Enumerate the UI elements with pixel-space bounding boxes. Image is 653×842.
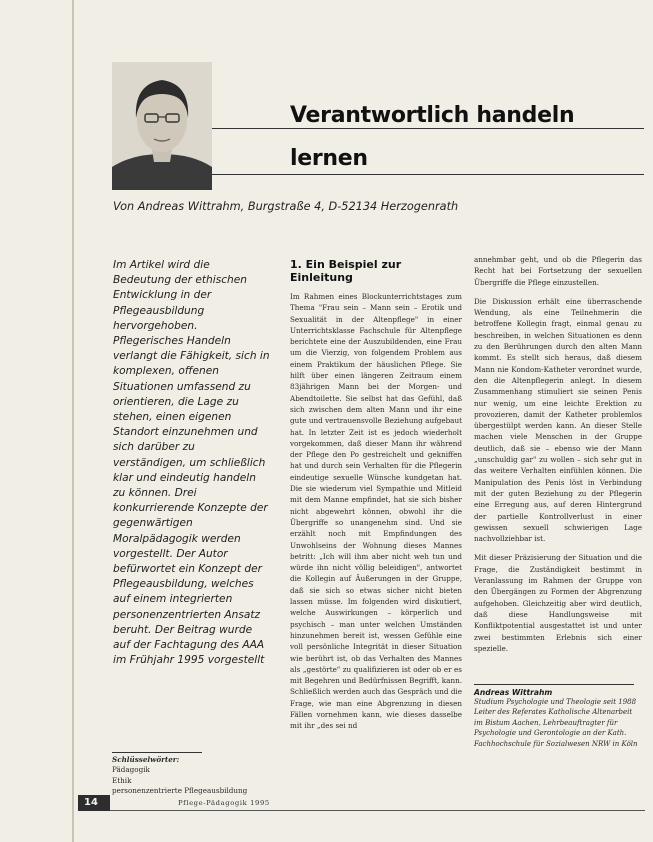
keyword-item: Pädagogik [112,765,150,775]
paragraph-2: Die Diskussion erhält eine überraschende Wendung, als eine Teilnehmerin die betroffene Kollegin fragt, einmal genau zu beschreiben, in welchen Situationen es denn zu den Berührungen durch den alten Mann kommt. Es stellt sich heraus, daß diesem Mann nie Kondom-Katheter verordnet wurde, den die Altenpflegerin anlegt. In diesem Zusammenhang stimuliert sie seinen Penis nur wenig, um eine leichte Erektion zu provozieren, damit der Katheter problemlos übergestülpt werden kann. An dieser Stelle machen viele Menschen in der Gruppe deutlich, daß sie – ebenso wie der Mann „unschuldig gar" zu wollen – sich sehr gut in das weitere Verhalten einfühlen können. Die Manipulation des Penis löst in Verbindung mit der guten Beziehung zu der Pflegerin eine Erregung aus, auf deren Hintergrund der partielle Kontrollverlust in einer gewissen sexuell schwierigen Lage nachvollziehbar ist. [474,296,642,544]
keywords-heading: Schlüsselwörter: [112,755,180,764]
article-title-line2: lernen [290,146,368,171]
keywords-box [112,752,282,797]
title-rule-bottom [212,174,644,175]
title-rule-top [212,128,644,129]
author-bio [474,684,642,749]
paragraph-3: Mit dieser Präzisierung der Situation und die Frage, die Zuständigkeit bestimmt in Veranlassung im Rahmen der Gruppe von den Übergängen zu Formen der Abgrenzung aufgehoben. Gleichzeitig aber wird deutlich, daß diese Handlungsweise mit Konfliktpotential ausgestattet ist und unter zwei bestimmten Erlebnis sich einer spezielle. [474,553,642,653]
footer-rule [110,810,645,811]
bio-text: Studium Psychologie und Theologie seit 1988 Leiter des Referates Katholische Altenarbeit im Bistum Aachen, Lehrbeauftragter für Psychologie und Gerontologie an der Kath. Fachhochschule für Sozialwesen NRW in Köln [474,698,638,748]
section-paragraph: Im Rahmen eines Blockunterrichtstages zum Thema "Frau sein – Mann sein – Erotik und Sexualität in der Altenpflege" in einer Unterrichtsklasse Fachschule für Altenpflege berichtete eine der Auszubildenden, eine Frau um die Vierzig, von folgendem Problem aus einem Praktikum der häuslichen Pflege. Sie hilft über einen längeren Zeitraum einem 83jährigen Mann bei der Morgen- und Abendtoilette. Sie selbst hat das Gefühl, daß sich zwischen dem alten Mann und ihr eine gute und vertrauensvolle Beziehung aufgebaut hat. In letzter Zeit ist es jedoch wiederholt vorgekommen, daß dieser Mann ihr während der Pflege den Po gestreichelt und gekniffen hat und durch sein Verhalten für die Pflegerin eindeutige sexuelle Wünsche kundgetan hat. Die sie wiederum viel Sympathie und Mitleid mit dem Manne empfindet, hat sie sich bisher nicht abgewehrt können, obwohl ihr die Übergriffe so unangenehm sind. Und sie erzählt noch mit Empfindungen des Unwohlseins der Wohnung dieses Mannes betritt: „Ich will ihm aber nicht weh tun und würde ihn nicht völlig beleidigen", antwortet die Kollegin auf Äußerungen in der Gruppe, daß sie sich so etwas sicher nicht bieten lassen müsse. Im folgenden wird diskutiert, welche Auswirkungen – körperlich und psychisch – man unter welchen Umständen hinzunehmen bereit ist, wessen Gefühle eine voll persönliche Integrität in dieser Situation wie berührt ist, ob das Verhalten des Mannes als „gestörte" zu qualifizieren ist oder ob er es mit Begehren und Bedürfnissen Begrifft, kann. Schließlich werden auch das Gespräch und die Frage, wie man eine Abgrenzung in diesen Fällen vornehmen kann, wie dieses dasselbe mit ihr „des sei nd [290,292,462,731]
author-address: Von Andreas Wittrahm, Burgstraße 4, D-52134 Herzogenrath [113,200,459,213]
bio-rule [474,684,634,685]
keyword-item: personenzentrierte Pflegeausbildung [112,786,248,796]
abstract-text: Im Artikel wird die Bedeutung der ethischen Entwicklung in der Pflegeausbildung hervorgehoben. Pflegerisches Handeln verlangt die Fähigkeit, sich in komplexen, offenen Situationen umfassend zu orientieren, die Lage zu stehen, einen eigenen Standort einzunehmen und sich darüber zu verständigen, um schließlich klar und eindeutig handeln zu können. Drei konkurrierende Konzepte der gegenwärtigen Moralpädagogik werden vorgestellt. Der Autor befürwortet ein Konzept der Pflegeausbildung, welches auf einem integrierten personenzentrierten Ansatz beruht. Der Beitrag wurde auf der Fachtagung des AAA im Frühjahr 1995 vorgestellt [113,259,270,667]
article-title-line1: Verantwortlich handeln [290,103,575,128]
page-number: 14 [84,797,98,808]
scan-edge [72,0,74,842]
keywords-rule [112,752,202,753]
column-right-text [474,254,642,654]
paragraph-1: annehmbar geht, und ob die Pflegerin das Recht hat bei Fortsetzung der sexuellen Übergriffe die Pflege einzustellen. [474,255,642,287]
section-heading: 1. Ein Beispiel zur Einleitung [290,258,402,284]
journal-name: Pflege-Pädagogik 1995 [178,799,270,807]
column-right [474,254,642,662]
bio-name: Andreas Wittrahm [474,688,553,697]
column-main [290,258,462,732]
author-photo [112,62,212,190]
keyword-item: Ethik [112,775,132,785]
